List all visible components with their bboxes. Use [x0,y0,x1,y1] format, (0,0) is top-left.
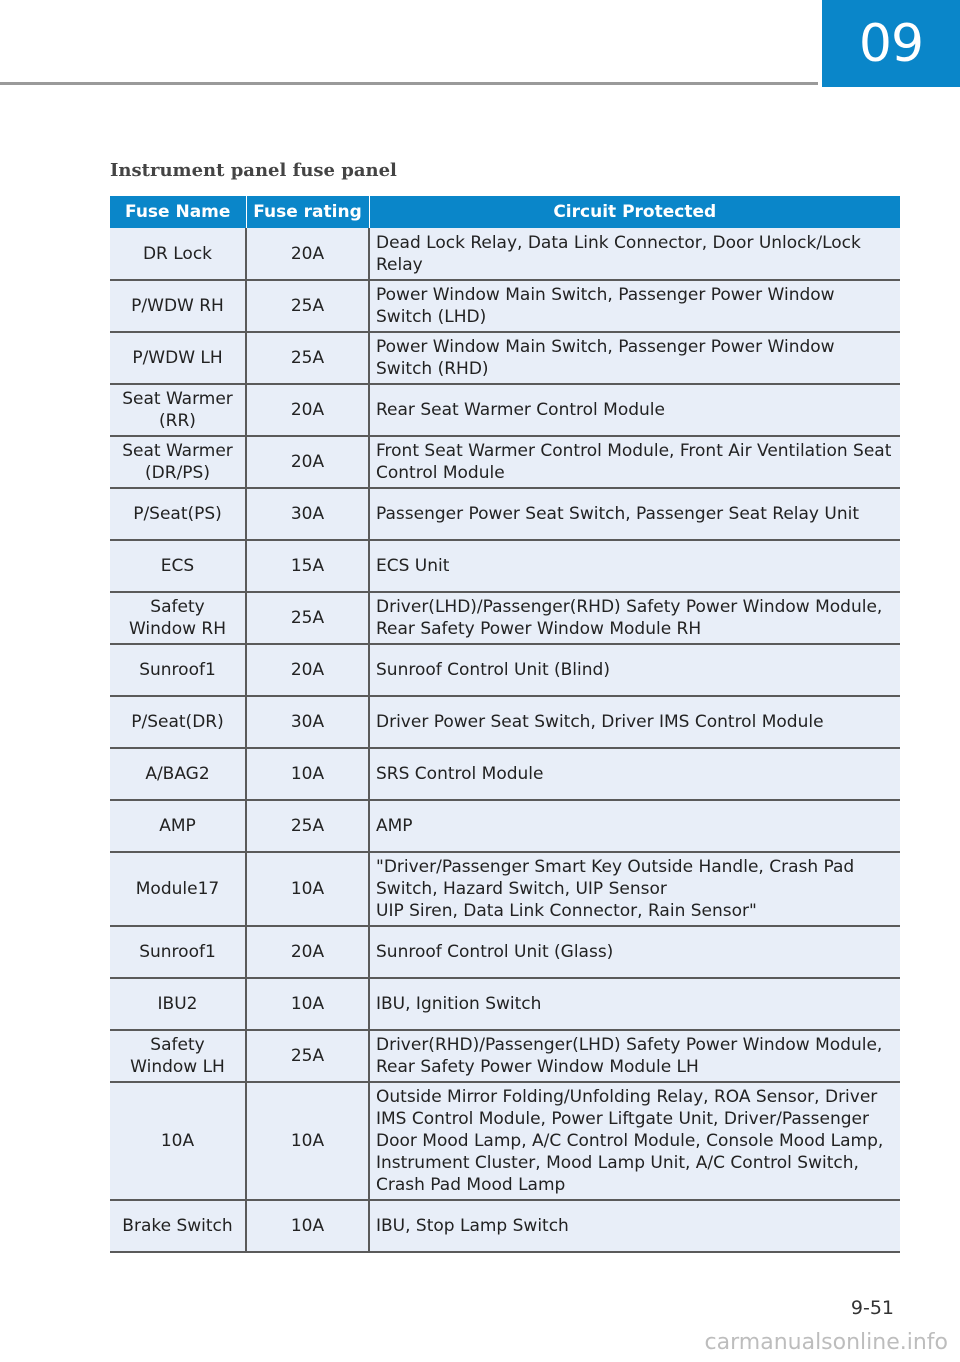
cell-fuse-rating: 10A [246,1200,369,1252]
cell-circuit-protected: Outside Mirror Folding/Unfolding Relay, ROA Sensor, Driver IMS Control Module, Power Liftgate Unit, Driver/Passenger Door Mood Lamp, A/C Control Module, Console Mood Lamp, Instrument Cluster, Mood Lamp Unit, A/C Control Switch, Crash Pad Mood Lamp [369,1082,900,1200]
table-row [110,696,900,748]
cell-fuse-rating: 10A [246,852,369,926]
cell-circuit-protected: Driver(LHD)/Passenger(RHD) Safety Power Window Module, Rear Safety Power Window Module RH [369,592,900,644]
table-row [110,748,900,800]
cell-circuit-protected: IBU, Ignition Switch [369,978,900,1030]
header-fuse-name: Fuse Name [110,196,246,228]
table-row [110,852,900,926]
cell-fuse-name: A/BAG2 [110,748,246,800]
cell-fuse-name: IBU2 [110,978,246,1030]
cell-circuit-protected: Dead Lock Relay, Data Link Connector, Door Unlock/Lock Relay [369,228,900,280]
cell-circuit-protected: IBU, Stop Lamp Switch [369,1200,900,1252]
cell-fuse-rating: 20A [246,436,369,488]
table-row [110,800,900,852]
cell-fuse-name: Module17 [110,852,246,926]
header-rule [0,82,818,85]
cell-fuse-rating: 25A [246,332,369,384]
cell-fuse-name: Safety Window RH [110,592,246,644]
cell-circuit-protected: "Driver/Passenger Smart Key Outside Handle, Crash Pad Switch, Hazard Switch, UIP Sensor UIP Siren, Data Link Connector, Rain Sensor" [369,852,900,926]
cell-fuse-rating: 30A [246,696,369,748]
cell-fuse-rating: 20A [246,926,369,978]
table-header-row [110,196,900,228]
cell-fuse-rating: 15A [246,540,369,592]
fuse-table-body [110,228,900,1252]
watermark: carmanualsonline.info [704,1330,948,1355]
cell-fuse-rating: 20A [246,644,369,696]
table-row [110,644,900,696]
cell-circuit-protected: AMP [369,800,900,852]
cell-circuit-protected: Power Window Main Switch, Passenger Power Window Switch (LHD) [369,280,900,332]
table-row [110,384,900,436]
cell-circuit-protected: Passenger Power Seat Switch, Passenger Seat Relay Unit [369,488,900,540]
table-row [110,926,900,978]
table-row [110,1082,900,1200]
table-row [110,332,900,384]
cell-fuse-rating: 25A [246,592,369,644]
cell-circuit-protected: Sunroof Control Unit (Glass) [369,926,900,978]
fuse-table [110,196,900,1253]
cell-fuse-rating: 10A [246,1082,369,1200]
header-fuse-rating: Fuse rating [246,196,369,228]
cell-circuit-protected: Sunroof Control Unit (Blind) [369,644,900,696]
table-row [110,978,900,1030]
cell-fuse-name: ECS [110,540,246,592]
cell-fuse-name: P/Seat(DR) [110,696,246,748]
table-row [110,436,900,488]
page-number: 9-51 [850,1297,894,1319]
cell-fuse-name: DR Lock [110,228,246,280]
cell-fuse-name: Brake Switch [110,1200,246,1252]
cell-fuse-rating: 10A [246,978,369,1030]
cell-fuse-name: AMP [110,800,246,852]
table-row [110,592,900,644]
cell-fuse-rating: 20A [246,228,369,280]
cell-circuit-protected: Front Seat Warmer Control Module, Front Air Ventilation Seat Control Module [369,436,900,488]
cell-fuse-name: Seat Warmer (DR/PS) [110,436,246,488]
table-row [110,1030,900,1082]
cell-fuse-name: Safety Window LH [110,1030,246,1082]
cell-fuse-name: 10A [110,1082,246,1200]
cell-fuse-rating: 25A [246,1030,369,1082]
cell-circuit-protected: SRS Control Module [369,748,900,800]
cell-fuse-name: Sunroof1 [110,926,246,978]
header-circuit-protected: Circuit Protected [369,196,900,228]
cell-circuit-protected: ECS Unit [369,540,900,592]
cell-circuit-protected: Power Window Main Switch, Passenger Power Window Switch (RHD) [369,332,900,384]
cell-fuse-name: Seat Warmer (RR) [110,384,246,436]
cell-fuse-name: P/WDW RH [110,280,246,332]
table-row [110,540,900,592]
cell-circuit-protected: Driver(RHD)/Passenger(LHD) Safety Power Window Module, Rear Safety Power Window Module LH [369,1030,900,1082]
cell-fuse-name: P/Seat(PS) [110,488,246,540]
table-row [110,228,900,280]
chapter-tab: 09 [822,0,960,87]
cell-fuse-name: P/WDW LH [110,332,246,384]
cell-fuse-rating: 20A [246,384,369,436]
cell-fuse-rating: 10A [246,748,369,800]
cell-fuse-rating: 25A [246,800,369,852]
section-title: Instrument panel fuse panel [110,160,397,181]
cell-circuit-protected: Rear Seat Warmer Control Module [369,384,900,436]
table-row [110,488,900,540]
cell-circuit-protected: Driver Power Seat Switch, Driver IMS Control Module [369,696,900,748]
cell-fuse-name: Sunroof1 [110,644,246,696]
cell-fuse-rating: 25A [246,280,369,332]
table-row [110,280,900,332]
cell-fuse-rating: 30A [246,488,369,540]
table-row [110,1200,900,1252]
